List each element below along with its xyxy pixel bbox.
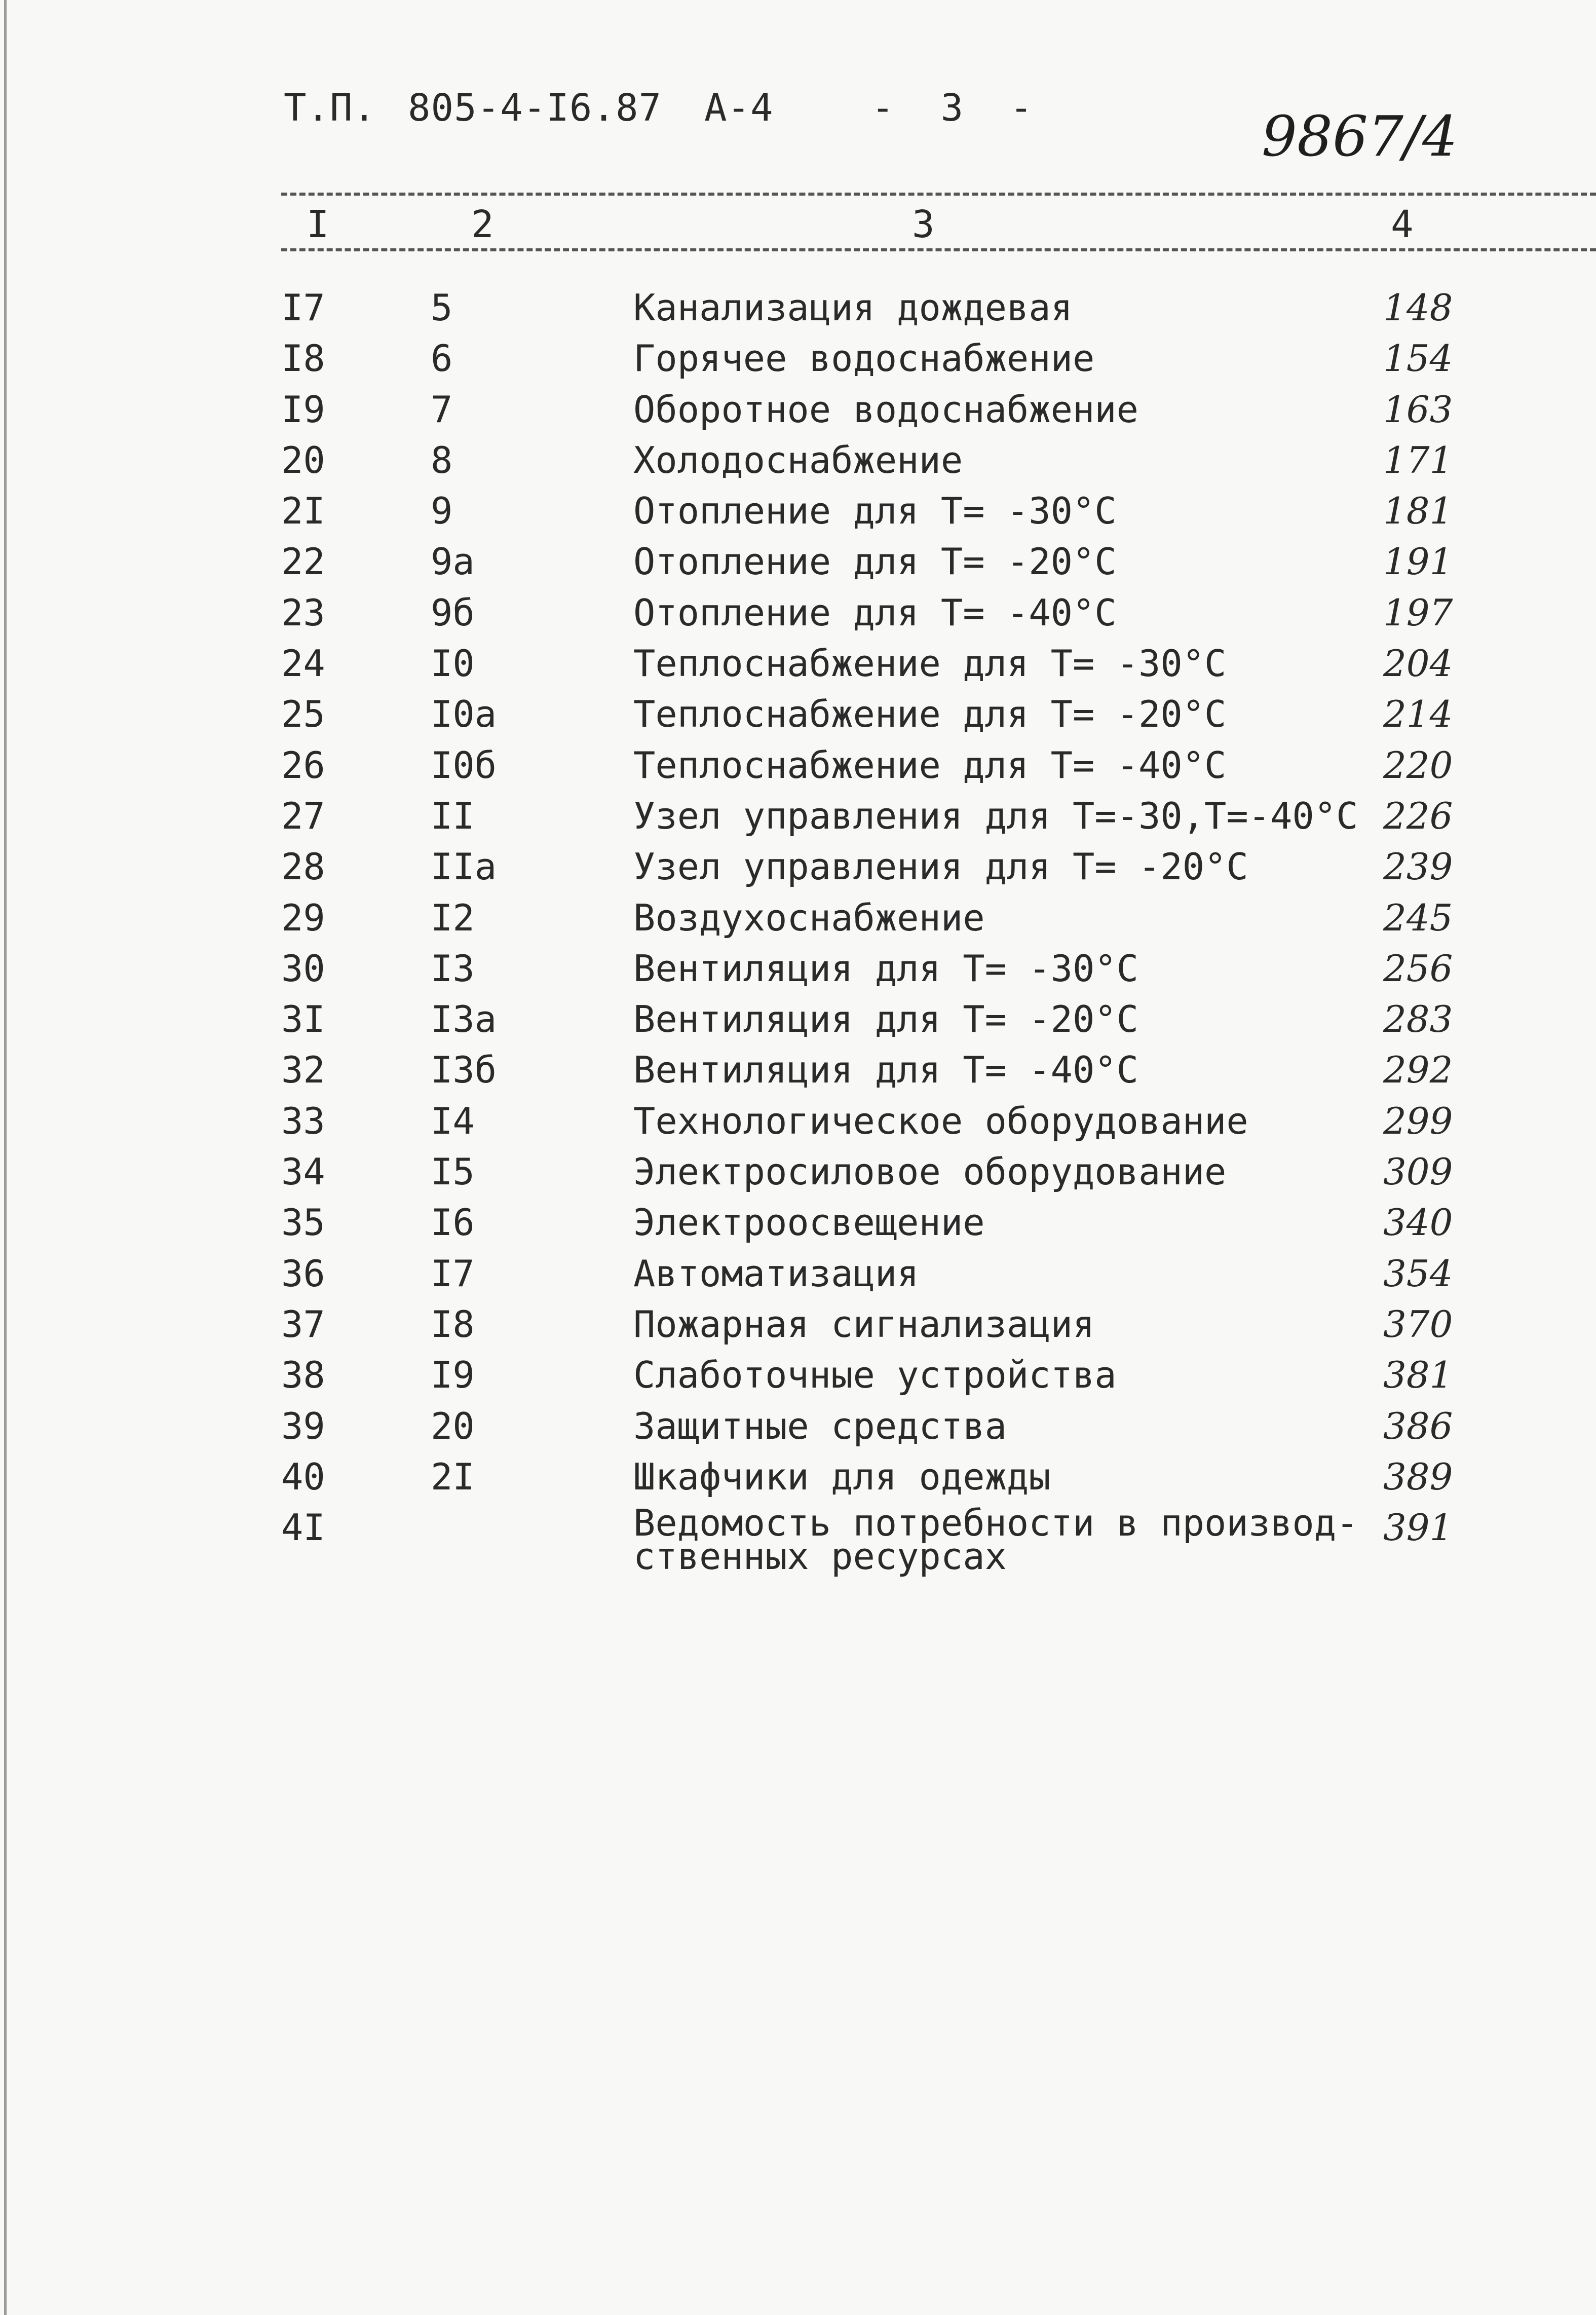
table-row	[0, 1100, 1596, 1150]
row-page: 204	[1383, 642, 1453, 685]
row-number: 39	[281, 1404, 325, 1447]
page-number: - 3 -	[871, 86, 1033, 130]
row-name: Отопление для Т= -30°С	[633, 490, 1117, 533]
row-name: Отопление для Т= -20°С	[633, 540, 1117, 583]
row-page: 239	[1383, 845, 1453, 888]
row-section: 9а	[431, 540, 475, 583]
row-page: 386	[1383, 1404, 1453, 1447]
table-row	[0, 490, 1596, 540]
row-name: Пожарная сигнализация	[633, 1302, 1095, 1346]
row-page: 220	[1383, 743, 1453, 787]
row-number: 36	[281, 1252, 325, 1295]
table-row	[0, 744, 1596, 795]
row-section: IIа	[431, 845, 497, 888]
row-page: 181	[1383, 490, 1453, 533]
table-row	[0, 591, 1596, 642]
row-number: 32	[281, 1049, 325, 1092]
row-number: 20	[281, 438, 325, 481]
row-page: 256	[1383, 947, 1453, 990]
table-row	[0, 1354, 1596, 1404]
row-name: Слаботочные устройства	[633, 1354, 1117, 1397]
row-section: 6	[431, 337, 453, 380]
row-page: 163	[1383, 388, 1453, 431]
row-page: 214	[1383, 693, 1453, 736]
table-row	[0, 897, 1596, 947]
row-number: 2I	[281, 490, 325, 533]
row-number: 24	[281, 642, 325, 685]
row-name: Холодоснабжение	[633, 438, 963, 481]
column-header-1: I	[307, 203, 329, 246]
row-page: 381	[1383, 1354, 1453, 1397]
table-row	[0, 642, 1596, 693]
table-row	[0, 1049, 1596, 1099]
row-page: 354	[1383, 1252, 1453, 1295]
row-number: 22	[281, 540, 325, 583]
row-page: 340	[1383, 1201, 1453, 1244]
header-bottom-divider	[281, 248, 1596, 251]
column-header-4: 4	[1391, 203, 1414, 246]
row-name: Теплоснабжение для Т= -40°С	[633, 743, 1227, 787]
row-name: Теплоснабжение для Т= -30°С	[633, 642, 1227, 685]
row-name: Защитные средства	[633, 1404, 1007, 1447]
row-page: 370	[1383, 1302, 1453, 1346]
row-number: 38	[281, 1354, 325, 1397]
row-page: 148	[1383, 286, 1453, 329]
row-name: Узел управления для Т= -20°С	[633, 845, 1248, 888]
row-section: I3а	[431, 998, 497, 1041]
row-name: Электросиловое оборудование	[633, 1150, 1227, 1193]
row-section: I3	[431, 947, 475, 990]
column-header-3: 3	[912, 203, 935, 246]
row-number: 25	[281, 693, 325, 736]
row-section: I4	[431, 1099, 475, 1142]
row-number: 33	[281, 1099, 325, 1142]
row-section: I0	[431, 642, 475, 685]
row-section: I2	[431, 896, 475, 939]
row-name: Шкафчики для одежды	[633, 1455, 1051, 1498]
row-page: 389	[1383, 1455, 1453, 1498]
row-section: I9	[431, 1354, 475, 1397]
row-number: 3I	[281, 998, 325, 1041]
table-row	[0, 795, 1596, 845]
row-section: I0а	[431, 693, 497, 736]
row-number: I8	[281, 337, 325, 380]
table-row	[0, 286, 1596, 337]
row-page: 391	[1383, 1506, 1453, 1549]
table-row	[0, 693, 1596, 743]
row-number: 23	[281, 591, 325, 634]
table-row	[0, 1303, 1596, 1354]
table-row	[0, 1405, 1596, 1455]
table-top-divider	[281, 193, 1596, 196]
row-page: 171	[1383, 438, 1453, 481]
row-number: 37	[281, 1302, 325, 1346]
row-section: II	[431, 794, 475, 837]
row-page: 309	[1383, 1150, 1453, 1193]
row-section: 2I	[431, 1455, 475, 1498]
row-page: 292	[1383, 1049, 1453, 1092]
row-page: 299	[1383, 1099, 1453, 1142]
row-section: 20	[431, 1404, 475, 1447]
row-number: 34	[281, 1150, 325, 1193]
table-row	[0, 1150, 1596, 1201]
row-name: Отопление для Т= -40°С	[633, 591, 1117, 634]
table-row	[0, 1252, 1596, 1303]
row-page: 191	[1383, 540, 1453, 583]
row-section: I7	[431, 1252, 475, 1295]
row-name: Оборотное водоснабжение	[633, 388, 1138, 431]
table-row	[0, 540, 1596, 591]
table-row	[0, 388, 1596, 439]
row-name: Узел управления для Т=-30,Т=-40°С	[633, 794, 1358, 837]
contents-table	[0, 286, 1596, 1577]
row-name: Канализация дождевая	[633, 286, 1073, 329]
project-code: 805-4-I6.87	[408, 86, 662, 130]
row-number: I9	[281, 388, 325, 431]
row-name: Воздухоснабжение	[633, 896, 985, 939]
row-page: 226	[1383, 794, 1453, 837]
row-name: Вентиляция для Т= -40°С	[633, 1049, 1138, 1092]
table-row	[0, 1502, 1596, 1578]
row-page: 283	[1383, 998, 1453, 1041]
row-page: 154	[1383, 337, 1453, 380]
row-section: 7	[431, 388, 453, 431]
row-name: Технологическое оборудование	[633, 1099, 1248, 1142]
row-name: Вентиляция для Т= -30°С	[633, 947, 1138, 990]
row-section: 8	[431, 438, 453, 481]
row-section: I8	[431, 1302, 475, 1346]
row-number: 26	[281, 743, 325, 787]
row-section: I0б	[431, 743, 497, 787]
row-number: 27	[281, 794, 325, 837]
row-number: 28	[281, 845, 325, 888]
handwritten-archive-number: 9867/4	[1262, 104, 1458, 169]
row-section: I6	[431, 1201, 475, 1244]
row-name: Вентиляция для Т= -20°С	[633, 998, 1138, 1041]
row-name: Электроосвещение	[633, 1201, 985, 1244]
table-row	[0, 1455, 1596, 1506]
table-row	[0, 998, 1596, 1049]
row-page: 197	[1383, 591, 1453, 634]
row-name: Автоматизация	[633, 1252, 919, 1295]
row-number: 4I	[281, 1506, 325, 1549]
row-number: 35	[281, 1201, 325, 1244]
tp-label: Т.П.	[284, 86, 376, 130]
row-page: 245	[1383, 896, 1453, 939]
sheet-label: А-4	[704, 86, 774, 130]
table-row	[0, 1201, 1596, 1252]
row-number: 29	[281, 896, 325, 939]
row-section: 9	[431, 490, 453, 533]
table-row	[0, 337, 1596, 388]
row-section: I5	[431, 1150, 475, 1193]
column-header-2: 2	[471, 203, 494, 246]
row-section: 5	[431, 286, 453, 329]
column-headers	[0, 203, 1596, 248]
row-name: Горячее водоснабжение	[633, 337, 1095, 380]
row-number: I7	[281, 286, 325, 329]
table-row	[0, 947, 1596, 998]
table-row	[0, 845, 1596, 896]
row-section: I3б	[431, 1049, 497, 1092]
row-name: Теплоснабжение для Т= -20°С	[633, 693, 1227, 736]
row-number: 40	[281, 1455, 325, 1498]
row-number: 30	[281, 947, 325, 990]
row-name: Ведомость потребности в производ- ственных ресурсах	[633, 1502, 1358, 1578]
row-section: 9б	[431, 591, 475, 634]
table-row	[0, 439, 1596, 490]
